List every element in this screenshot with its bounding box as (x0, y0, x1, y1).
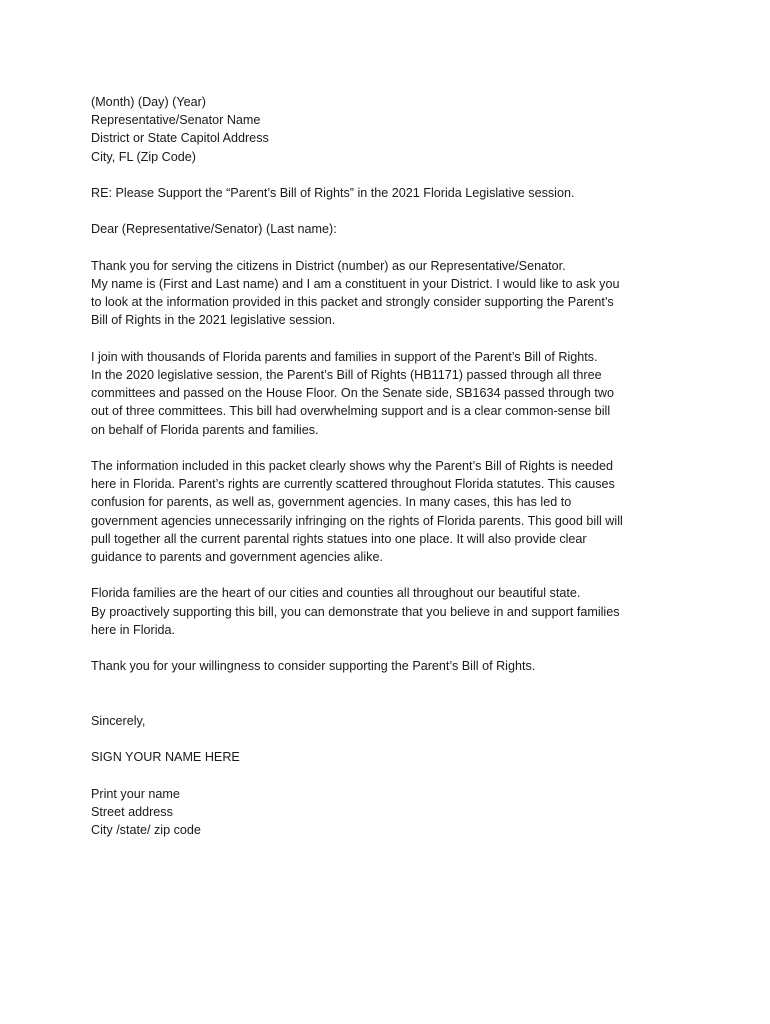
subject-text: RE: Please Support the “Parent’s Bill of Rights” in the 2021 Florida Legislative session. (91, 186, 575, 200)
paragraph-2 (91, 348, 691, 439)
letter-body (91, 93, 691, 857)
recipient-line: Representative/Senator Name (91, 113, 261, 128)
paragraph-line: on behalf of Florida parents and families. (91, 422, 319, 437)
paragraph-line: In the 2020 legislative session, the Parent’s Bill of Rights (HB1171) passed through all three (91, 367, 602, 382)
sender-city: City /state/ zip code (91, 822, 201, 837)
paragraph-line: here in Florida. (91, 622, 175, 637)
sender-name: Print your name (91, 786, 180, 801)
paragraph-line: out of three committees. This bill had overwhelming support and is a clear common-sense bill (91, 404, 611, 419)
paragraph-4 (91, 584, 691, 639)
paragraph-line: Thank you for your willingness to consider supporting the Parent’s Bill of Rights. (91, 659, 536, 674)
closing (91, 712, 691, 730)
sender-info (91, 785, 691, 840)
closing-text: Sincerely, (91, 713, 146, 728)
paragraph-line: By proactively supporting this bill, you can demonstrate that you believe in and support families (91, 604, 620, 619)
paragraph-line: Bill of Rights in the 2021 legislative session. (91, 313, 336, 328)
date-line: (Month) (Day) (Year) (91, 95, 207, 109)
paragraph-line: pull together all the current parental rights statues into one place. It will also provide clear (91, 531, 587, 546)
address-line: District or State Capitol Address (91, 131, 269, 146)
subject-line (91, 184, 691, 202)
salutation (91, 220, 691, 238)
sender-street: Street address (91, 804, 173, 819)
paragraph-line: committees and passed on the House Floor. On the Senate side, SB1634 passed through two (91, 386, 614, 401)
paragraph-1 (91, 257, 691, 330)
letter-header (91, 93, 691, 166)
signature-placeholder (91, 748, 691, 766)
salutation-text: Dear (Representative/Senator) (Last name): (91, 222, 337, 237)
city-line: City, FL (Zip Code) (91, 149, 196, 164)
paragraph-line: My name is (First and Last name) and I am a constituent in your District. I would like to ask you (91, 276, 620, 291)
signature-text: SIGN YOUR NAME HERE (91, 750, 240, 765)
paragraph-line: to look at the information provided in this packet and strongly consider supporting the Parent’s (91, 295, 614, 310)
paragraph-line: guidance to parents and government agencies alike. (91, 550, 383, 564)
paragraph-line: confusion for parents, as well as, government agencies. In many cases, this has led to (91, 495, 572, 510)
paragraph-line: Florida families are the heart of our cities and counties all throughout our beautiful state. (91, 586, 581, 601)
paragraph-line: The information included in this packet clearly shows why the Parent’s Bill of Rights is needed (91, 458, 613, 473)
paragraph-3 (91, 457, 691, 566)
paragraph-line: here in Florida. Parent’s rights are currently scattered throughout Florida statutes. This causes (91, 477, 615, 492)
paragraph-line: government agencies unnecessarily infringing on the rights of Florida parents. This good bill will (91, 513, 623, 528)
paragraph-line: Thank you for serving the citizens in District (number) as our Representative/Senator. (91, 258, 566, 273)
paragraph-line: I join with thousands of Florida parents and families in support of the Parent’s Bill of Rights. (91, 349, 598, 364)
paragraph-5 (91, 657, 691, 675)
